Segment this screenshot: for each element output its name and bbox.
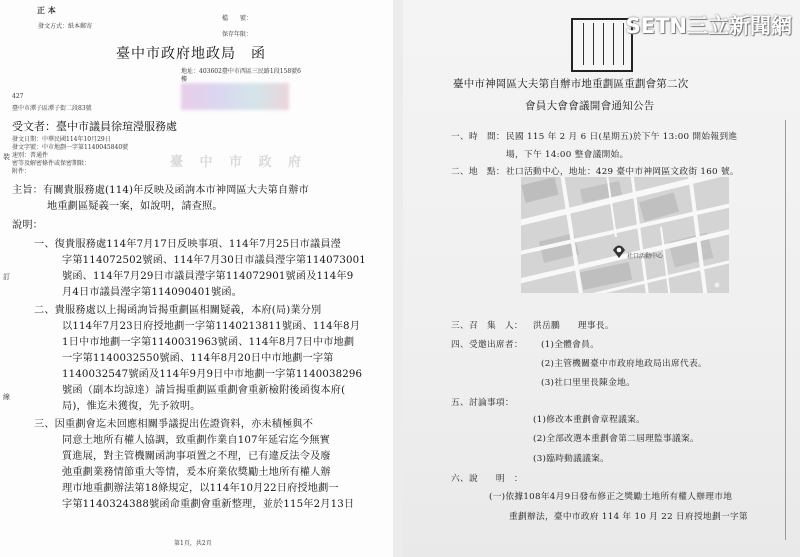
speed-class: 速別：普通件 <box>12 152 49 159</box>
dispatch-method: 發文方式：紙本郵寄 <box>38 23 93 30</box>
explanation-label: 六、說 明 ： <box>451 474 523 484</box>
body-line: 理市地重劃辦法第18條規定，以114年10月22日府授地劃一 <box>62 483 339 494</box>
body-line: 1140032547號函及114年9月9日中市地劃一字第1140038296 <box>62 369 363 380</box>
notice-title-1: 臺中市神岡區大夫第自辦市地重劃區重劃會第二次 <box>453 78 689 90</box>
faint-seal-bleed: 臺 中 市 政 府 <box>170 155 308 170</box>
document-number: 發文字號：中市地劃一字第1140045840號 <box>12 144 129 151</box>
agenda-item: (1)修改本重劃會章程議案。 <box>533 415 646 425</box>
body-line: 月4日市議員瀅字第114090401號函。 <box>62 287 243 298</box>
original-copy-mark: 正 本 <box>37 5 56 15</box>
agenda-label: 五、討論事項： <box>451 398 514 408</box>
secrecy-condition: 密等及解密條件或保密期限： <box>12 160 91 167</box>
body-line: 字第1140324388號函命重劃會重新整理，並於115年2月13日 <box>62 499 355 510</box>
agency-title: 臺中市政府地政局 函 <box>116 46 266 62</box>
page-footer: 第1頁，共2頁 <box>174 540 212 547</box>
news-watermark: SETN三立新聞網 <box>625 14 792 38</box>
postal-code: 427 <box>12 93 24 100</box>
explanation-line-2: 重劃辦法，臺中市政府 114 年 10 月 22 日府授地劃一字第 <box>509 512 748 522</box>
agenda-item: (3)臨時動議議案。 <box>533 454 610 464</box>
redacted-contact <box>181 83 289 110</box>
attendee-item: (2)主管機關臺中市政府地政局出席代表。 <box>541 359 707 369</box>
association-seal <box>571 18 633 72</box>
body-line: 同意土地所有權人協調，致重劃作業自107年延宕迄今無實 <box>62 435 330 446</box>
body-line: 質進展，對主管機關函詢事項置之不理，已有違反法令及廢 <box>62 451 331 462</box>
explanation-line-1: (一)依據108年4月9日發布修正之獎勵土地所有權人辦理市地 <box>489 492 733 502</box>
map-location-label: 社口活動中心 <box>627 253 664 260</box>
body-line: 號函（副本均諒達）請旨揭重劃區重劃會重新檢附後函復本府( <box>62 385 346 396</box>
body-line: 二、貴服務處以上揭函詢旨揭重劃區相關疑義，本府(局)業分別 <box>34 305 322 316</box>
file-number-label: 檔 號： <box>222 15 253 22</box>
attendee-item: (3)社口里里長陳金地。 <box>541 378 636 388</box>
agenda-item: (2)全部改選本重劃會第二屆理監事議案。 <box>533 434 699 444</box>
recipient-address: 臺中市潭子區潭子街二段83號 <box>12 105 92 112</box>
location-map <box>521 177 729 293</box>
official-letter-page <box>0 0 393 557</box>
binding-mark: 線 <box>3 393 10 401</box>
retention-label: 保存年限： <box>222 31 253 38</box>
body-line: 弛重劃業務情節重大等情，爰本府業依獎勵土地所有權人辦 <box>62 467 331 478</box>
issue-date: 發文日期：中華民國114年10月29日 <box>12 136 111 143</box>
body-line: 字第114072502號函、114年7月30日市議員瀅字第114073001 <box>62 255 366 266</box>
body-line: 局)，惟迄未獲復，先予敘明。 <box>62 401 201 412</box>
body-line: 一字第1140032550號函、114年8月20日中市地劃一字第 <box>62 353 334 364</box>
subject-line-2: 地重劃區疑義一案，如說明，請查照。 <box>47 201 223 212</box>
time-line-1: 民國 115 年 2 月 6 日(星期五)於下午 13:00 開始報到進 <box>506 132 738 142</box>
body-line: 號函、114年7月29日市議員瀅字第114072901號函及114年9 <box>62 271 354 282</box>
convener: 洪岳鵬 理事長。 <box>533 321 614 331</box>
agency-address-cont: 樓 <box>181 76 188 83</box>
page-edge-line <box>785 120 786 540</box>
place-line: 社口活動中心，地址：429 臺中市神岡區文政街 160 號。 <box>506 167 739 177</box>
convener-label: 三、召 集 人： <box>451 321 523 331</box>
meeting-notice-page <box>403 0 800 557</box>
recipient: 受文者：臺中市議員徐瑄瀅服務處 <box>12 120 177 133</box>
binding-mark: 裝 <box>3 153 10 161</box>
time-line-2: 場，下午 14:00 整會議開始。 <box>506 150 629 160</box>
body-line: 一、復貴服務處114年7月17日反映事項、114年7月25日市議員瀅 <box>34 239 342 250</box>
body-line: 三、因重劃會迄未回應相關爭議提出佐證資料，亦未積極與不 <box>34 419 314 430</box>
page-divider <box>393 0 403 557</box>
notice-title-2: 會員大會會議開會通知公告 <box>525 100 655 112</box>
attachment-line: 附件： <box>12 168 31 175</box>
time-label: 一、時 間： <box>451 132 505 142</box>
subject-line-1: 主旨：有關貴服務處(114)年反映及函詢本市神岡區大夫第自辦市 <box>12 185 309 196</box>
body-line: 以114年7月23日府授地劃一字第1140213811號函、114年8月 <box>62 321 361 332</box>
attendee-item: (1)全體會員。 <box>541 340 600 350</box>
place-label: 二、地 點： <box>451 167 505 177</box>
explanation-label: 說明： <box>12 220 44 231</box>
agency-address: 地址：403602臺中市西區三民路1段158號6 <box>181 68 301 75</box>
attendees-label: 四、受邀出席者： <box>451 340 523 350</box>
body-line: 1日中市地劃一字第1140031963號函、114年8月7日中市地劃 <box>62 337 355 348</box>
binding-mark: 訂 <box>3 273 10 281</box>
